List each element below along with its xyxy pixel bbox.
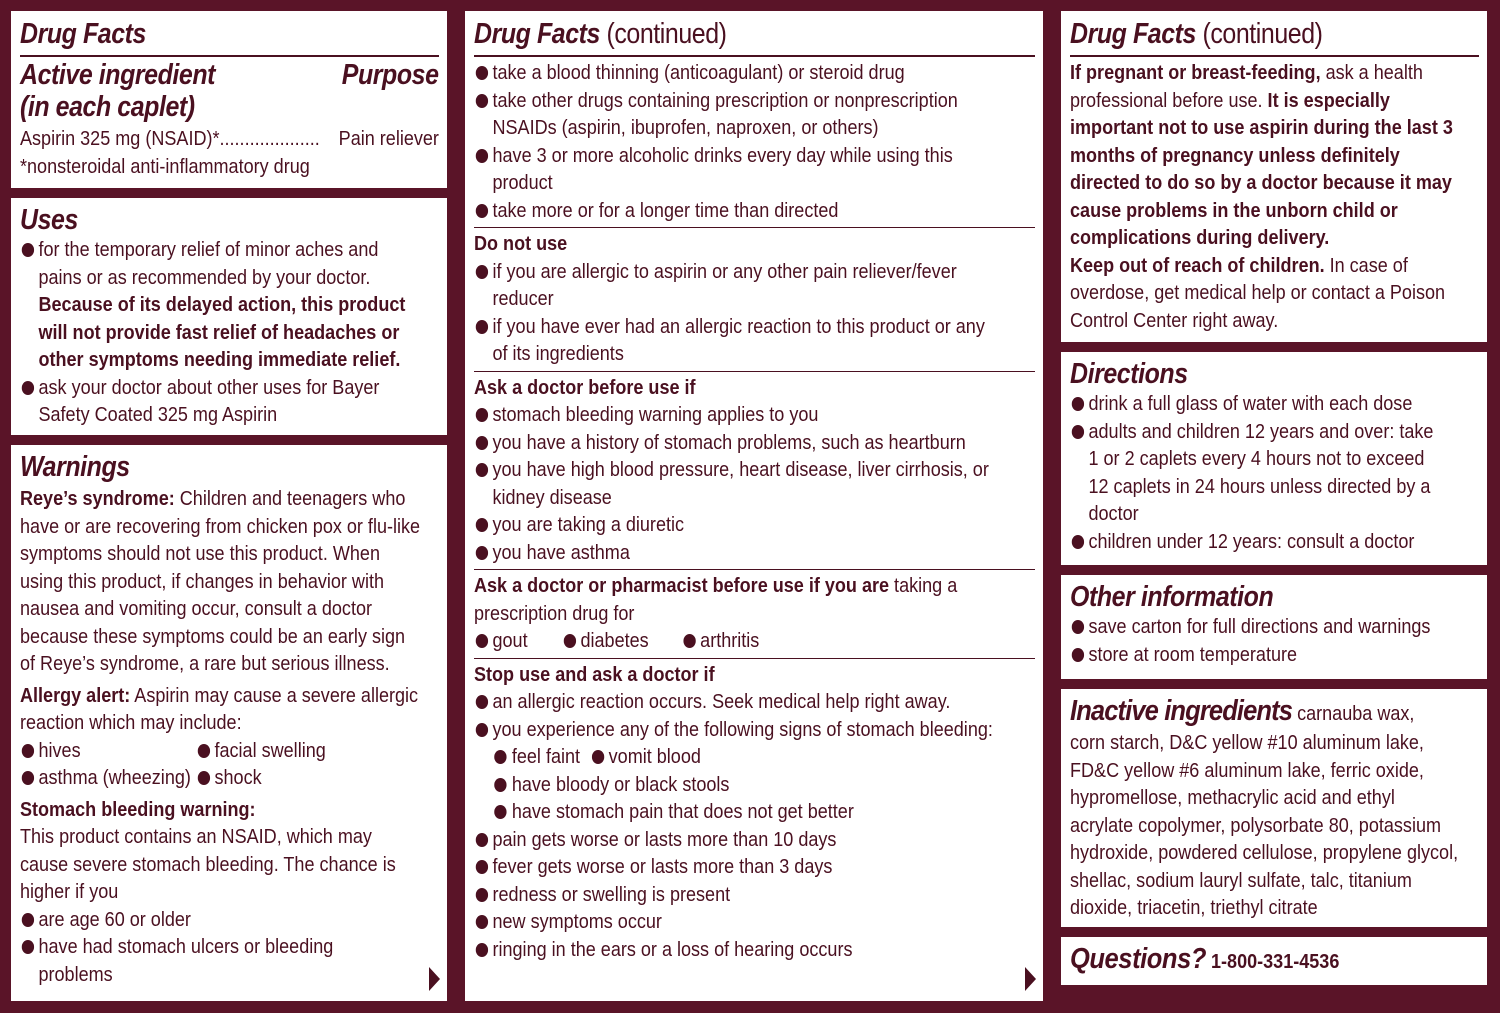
pregnancy-text-bold: directed to do so by a doctor because it may: [1070, 171, 1452, 194]
keep-out-text: overdose, get medical help or contact a Poison: [1070, 281, 1446, 304]
stop-use-item: pain gets worse or lasts more than 10 days: [474, 826, 968, 854]
inactive-text: dioxide, triacetin, triethyl citrate: [1070, 896, 1318, 919]
bleeding-sign-item: vomit blood: [590, 743, 701, 771]
reye-text: have or are recovering from chicken pox or flu-like: [20, 514, 421, 538]
nsaid-footnote: *nonsteroidal anti-inflammatory drug: [20, 154, 310, 178]
directions-panel: [1061, 352, 1487, 565]
stomach-item: have had stomach ulcers or bleeding: [20, 933, 389, 961]
bleeding-sign-item: have bloody or black stools: [474, 771, 968, 799]
pregnancy-text: professional before use.: [1070, 88, 1268, 112]
directions-item-cont: 1 or 2 caplets every 4 hours not to exceed: [1088, 447, 1425, 470]
stop-use-item: redness or swelling is present: [474, 881, 968, 909]
stomach-text: This product contains an NSAID, which may: [20, 825, 372, 848]
do-not-use-item-cont: of its ingredients: [492, 342, 624, 365]
warnings-panel: [11, 445, 447, 1001]
uses-item-bold: Because of its delayed action, this product: [38, 293, 406, 316]
stomach-item: are age 60 or older: [20, 906, 389, 934]
allergy-item-asthma: asthma (wheezing): [20, 764, 191, 792]
active-ingredient-heading: Active ingredient: [20, 59, 216, 91]
ask-doctor-item-cont: kidney disease: [492, 485, 612, 509]
active-ingredient-panel: [11, 11, 447, 188]
warning-item: take a blood thinning (anticoagulant) or steroid drug: [474, 59, 968, 87]
directions-item-cont: doctor: [1088, 502, 1139, 525]
stop-use-item: ringing in the ears or a loss of hearing occurs: [474, 936, 968, 964]
ask-pharmacist-title: Ask a doctor or pharmacist before use if you are: [474, 574, 890, 597]
uses-item-bold: will not provide fast relief of headaches or: [38, 320, 400, 344]
warnings-title: Warnings: [20, 451, 130, 483]
keep-out-text: In case of: [1324, 253, 1408, 277]
directions-item: children under 12 years: consult a doctor: [1070, 528, 1430, 556]
uses-item: ask your doctor about other uses for Bayer: [20, 374, 389, 402]
warning-item-cont: product: [492, 171, 553, 194]
stomach-text: cause severe stomach bleeding. The chance is: [20, 852, 396, 876]
continued-label: (continued): [1195, 18, 1323, 50]
active-ingredient-heading-2: (in each caplet): [20, 91, 195, 123]
uses-panel: [11, 198, 447, 435]
reye-text: symptoms should not use this product. When: [20, 542, 380, 565]
ask-doctor-item: you have high blood pressure, heart disease, liver cirrhosis, or: [474, 456, 968, 484]
inactive-ingredients-panel: [1061, 689, 1487, 927]
reye-text: Children and teenagers who: [174, 487, 406, 510]
inactive-text: acrylate copolymer, polysorbate 80, potassium: [1070, 813, 1442, 837]
pregnancy-panel: [1061, 11, 1487, 342]
purpose-heading: Purpose: [342, 59, 439, 91]
keep-out-text: Control Center right away.: [1070, 308, 1279, 332]
reye-text: nausea and vomiting occur, consult a doctor: [20, 597, 372, 620]
stop-use-item: fever gets worse or lasts more than 3 days: [474, 853, 968, 881]
ask-doctor-item: you have a history of stomach problems, such as heartburn: [474, 429, 968, 457]
ask-pharmacist-text: taking a: [889, 574, 958, 597]
purpose-value: Pain reliever: [338, 127, 439, 150]
stop-use-item: you experience any of the following signs of stomach bleeding:: [474, 716, 968, 744]
pharmacist-item-arthritis: arthritis: [682, 627, 760, 655]
ask-doctor-item: you are taking a diuretic: [474, 511, 968, 539]
reye-text: of Reye’s syndrome, a rare but serious illness.: [20, 652, 390, 675]
warning-item: have 3 or more alcoholic drinks every day while using this: [474, 142, 968, 170]
other-information-title: Other information: [1070, 581, 1274, 613]
questions-phone: 1-800-331-4536: [1210, 950, 1340, 973]
pregnancy-text-bold: months of pregnancy unless definitely: [1070, 143, 1400, 167]
inactive-text: corn starch, D&C yellow #10 aluminum lake,: [1070, 731, 1424, 754]
inactive-text: shellac, sodium lauryl sulfate, talc, titanium: [1070, 868, 1412, 892]
uses-item-bold: other symptoms needing immediate relief.: [38, 348, 401, 371]
allergy-item-facial-swelling: facial swelling: [196, 737, 326, 765]
directions-item: drink a full glass of water with each dose: [1070, 390, 1430, 418]
pregnancy-text-bold: cause problems in the unborn child or: [1070, 198, 1398, 222]
allergy-label: Allergy alert:: [20, 683, 131, 707]
allergy-item-shock: shock: [196, 764, 262, 792]
ask-pharmacist-text: prescription drug for: [474, 601, 635, 625]
ask-doctor-item: stomach bleeding warning applies to you: [474, 401, 968, 429]
stomach-label: Stomach bleeding warning:: [20, 797, 256, 821]
keep-out-label: Keep out of reach of children.: [1070, 253, 1325, 277]
uses-title: Uses: [20, 204, 78, 236]
warning-item-cont: NSAIDs (aspirin, ibuprofen, naproxen, or others): [492, 116, 879, 139]
other-info-item: store at room temperature: [1070, 641, 1430, 669]
stop-use-item: new symptoms occur: [474, 908, 968, 936]
pregnancy-text-bold: It is especially: [1267, 88, 1390, 112]
drug-facts-title: Drug Facts: [474, 18, 600, 50]
pregnancy-text-bold: important not to use aspirin during the last 3: [1070, 116, 1453, 139]
continue-arrow-icon: [1025, 967, 1036, 991]
uses-item-cont: Safety Coated 325 mg Aspirin: [38, 403, 278, 426]
warning-item: take more or for a longer time than directed: [474, 197, 968, 225]
allergy-text: Aspirin may cause a severe allergic: [130, 683, 419, 707]
ask-doctor-item: you have asthma: [474, 539, 968, 567]
reye-text: because these symptoms could be an early sign: [20, 624, 406, 648]
directions-title: Directions: [1070, 358, 1188, 390]
stop-use-title: Stop use and ask a doctor if: [474, 662, 715, 686]
continued-label: (continued): [599, 18, 727, 50]
continue-arrow-icon: [429, 967, 440, 991]
inactive-text: hydroxide, powdered cellulose, propylene glycol,: [1070, 841, 1459, 864]
bleeding-sign-item: have stomach pain that does not get better: [474, 798, 968, 826]
stomach-item-cont: problems: [38, 962, 113, 986]
drug-facts-continued-panel: [465, 11, 1043, 1001]
stomach-text: higher if you: [20, 880, 119, 903]
directions-item-cont: 12 caplets in 24 hours unless directed by a: [1088, 474, 1431, 498]
questions-panel: [1061, 937, 1487, 985]
questions-label: Questions?: [1070, 943, 1206, 975]
pregnancy-label: If pregnant or breast-feeding,: [1070, 61, 1321, 84]
other-information-panel: [1061, 575, 1487, 679]
active-ingredient-line: Aspirin 325 mg (NSAID)*....................: [20, 127, 320, 150]
allergy-text: reaction which may include:: [20, 711, 242, 734]
do-not-use-title: Do not use: [474, 232, 568, 255]
pregnancy-text-bold: complications during delivery.: [1070, 226, 1330, 249]
do-not-use-item-cont: reducer: [492, 287, 554, 310]
inactive-text: FD&C yellow #6 aluminum lake, ferric oxide,: [1070, 758, 1424, 782]
directions-item: adults and children 12 years and over: take: [1070, 418, 1430, 446]
inactive-ingredients-title: Inactive ingredients: [1070, 695, 1293, 727]
allergy-item-hives: hives: [20, 737, 81, 765]
pregnancy-text: ask a health: [1320, 61, 1423, 84]
stop-use-item: an allergic reaction occurs. Seek medical help right away.: [474, 688, 968, 716]
pharmacist-item-gout: gout: [474, 627, 528, 655]
drug-facts-title: Drug Facts: [20, 18, 146, 50]
uses-item-cont: pains or as recommended by your doctor.: [38, 265, 371, 289]
uses-item: for the temporary relief of minor aches and: [20, 236, 389, 264]
reye-label: Reye’s syndrome:: [20, 487, 175, 510]
warning-item: take other drugs containing prescription or nonprescription: [474, 87, 968, 115]
do-not-use-item: if you are allergic to aspirin or any other pain reliever/fever: [474, 258, 968, 286]
do-not-use-item: if you have ever had an allergic reaction to this product or any: [474, 313, 968, 341]
reye-text: using this product, if changes in behavior with: [20, 569, 385, 593]
inactive-text: carnauba wax,: [1292, 702, 1415, 725]
drug-facts-title: Drug Facts: [1070, 18, 1196, 50]
inactive-text: hypromellose, methacrylic acid and ethyl: [1070, 786, 1395, 809]
bleeding-sign-item: feel faint: [474, 743, 580, 771]
pharmacist-item-diabetes: diabetes: [562, 627, 649, 655]
ask-doctor-title: Ask a doctor before use if: [474, 375, 696, 399]
other-info-item: save carton for full directions and warnings: [1070, 613, 1430, 641]
